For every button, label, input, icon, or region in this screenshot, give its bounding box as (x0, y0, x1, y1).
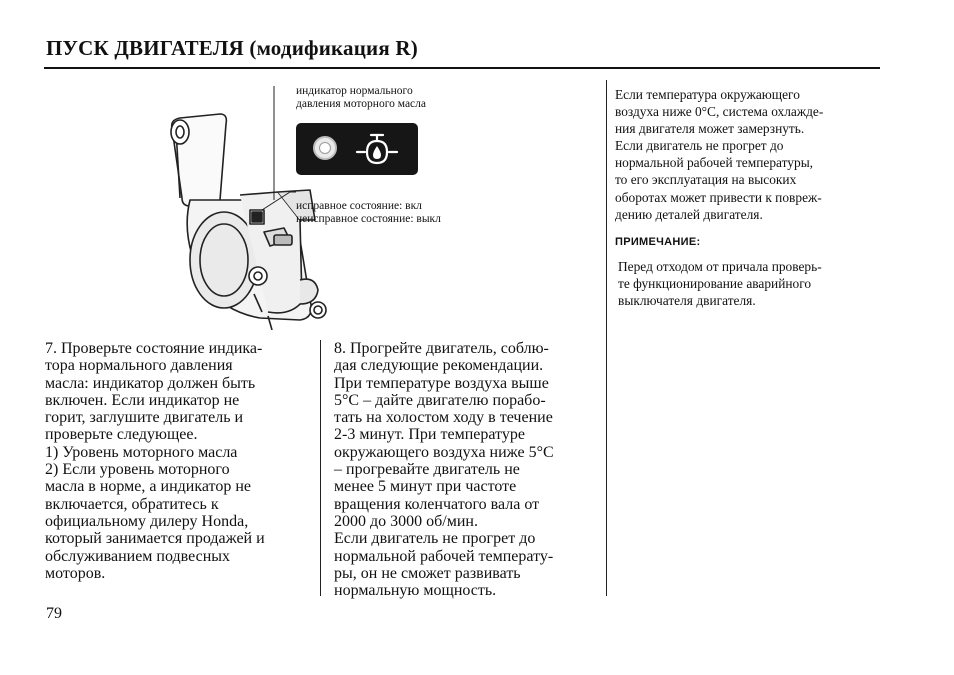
page-number: 79 (46, 605, 62, 622)
column-divider (320, 340, 321, 596)
step-7-text: 7. Проверьте состояние индика- тора нормального давления масла: индикатор должен быть включен. Если индикатор не горит, заглушите двигатель и проверьте следующее. 1) Уровень моторного масла 2) Если уровень моторного масла в норме, а индикатор не включается, обратитесь к официальному дилеру Honda, который занимается продажей и обслуживанием подвесных моторов. (45, 340, 265, 582)
step-8-text: 8. Прогрейте двигатель, соблю- дая следующие рекомендации. При температуре воздуха выше 5°C – дайте двигателю порабо- тать на холостом ходу в течение 2-3 минут. При температуре окружающего воздуха ниже 5°C – прогревайте двигатель не менее 5 минут при частоте вращения коленчатого вала от 2000 до 3000 об/мин. Если двигатель не прогрет до нормальной рабочей температу- ры, он не сможет развивать нормальную мощность. (334, 340, 554, 600)
page-title: ПУСК ДВИГАТЕЛЯ (модификация R) (46, 36, 418, 60)
indicator-state-label: исправное состояние: вкл неисправное состояние: выкл (296, 200, 441, 225)
title-divider (44, 67, 880, 69)
sidebar-divider (606, 80, 607, 596)
indicator-lamp-icon (313, 136, 337, 160)
oil-indicator-label: индикатор нормального давления моторного масла (296, 85, 427, 110)
warning-text: Если температура окружающего воздуха ниже 0°C, система охлажде- ния двигателя может замерзнуть. Если двигатель не прогрет до нормальной рабочей температуры, то его эксплуатация на высоких оборотах может привести к повреж- дению деталей двигателя. (615, 87, 824, 222)
note-text: Перед отходом от причала проверь- те функционирование аварийного выключателя двигателя. (618, 259, 822, 309)
oil-can-icon (353, 130, 401, 168)
note-heading: ПРИМЕЧАНИЕ: (615, 236, 701, 248)
oil-pressure-indicator-panel (296, 123, 418, 175)
